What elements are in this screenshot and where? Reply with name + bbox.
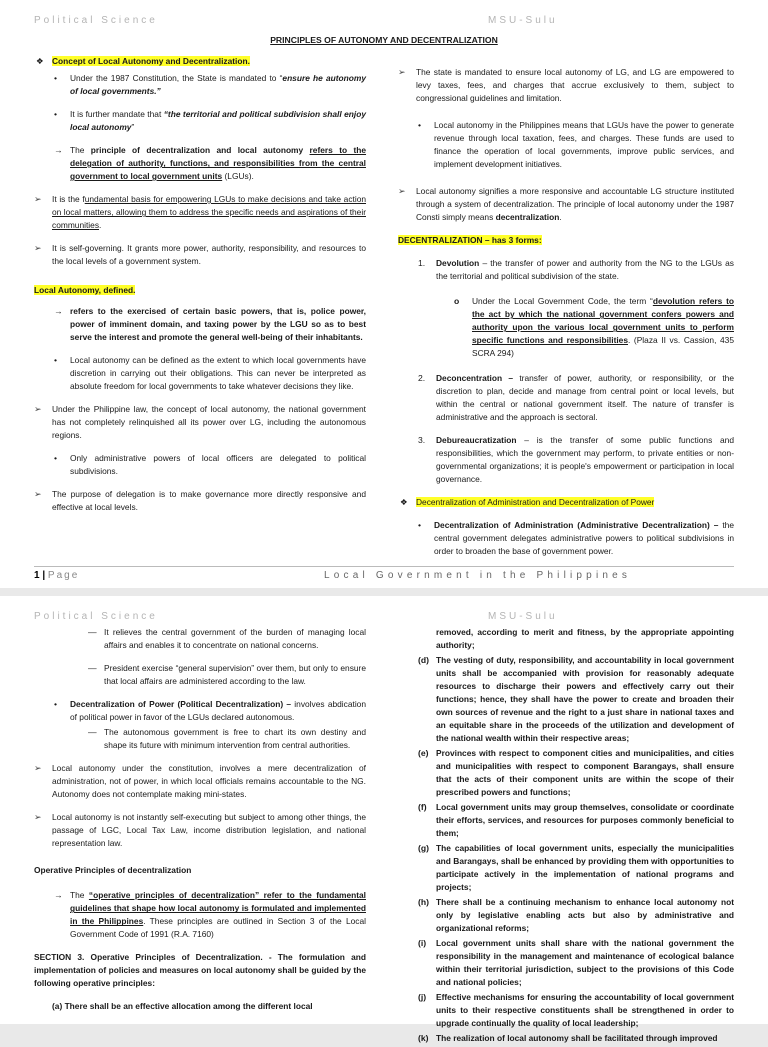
bullet-icon: •	[54, 355, 58, 366]
arrowhead-bullet-icon: ➢	[34, 194, 42, 205]
item-text: The capabilities of local government units, especially the municipalities and Barangays, shall be enhanced by providing them with opportunities to participate actively in the implementation of national programs and projects;	[436, 843, 734, 893]
item-label: (j)	[418, 992, 427, 1003]
heading-defined: Local Autonomy, defined.	[34, 285, 136, 296]
arrow-right-icon: →	[54, 145, 63, 156]
item-a: (a) There shall be an effective allocation among the different local	[52, 1001, 313, 1012]
arrowhead-bullet-icon: ➢	[398, 67, 406, 77]
item-purpose-delegation: ➢ The purpose of delegation is to make governance more directly responsive and effective at local levels.	[34, 489, 366, 513]
item-state-mandated: ➢ The state is mandated to ensure local autonomy of LG, and LG are empowered to levy taxes, fees, and charges that accrue exclusively to them, subject to congressional guidelines and limitation.	[398, 67, 734, 104]
dash-general-supervision: — President exercise “general supervision” over them, but only to ensure that local affairs are administered according to the law.	[88, 663, 366, 687]
dash-autonomous-government: — The autonomous government is free to chart its own destiny and shape its future with minimum intervention from central authorities.	[88, 727, 366, 751]
item-label: (h)	[418, 897, 429, 908]
bullet-administrative-decentralization: • Decentralization of Administration (Administrative Decentralization) – the central government delegates administrative powers to political subdivisions in order to broaden the base of government power.	[418, 520, 734, 557]
section-3-item	[418, 896, 734, 935]
page2-left-column	[34, 626, 366, 1023]
numbered-devolution: 1. Devolution – the transfer of power and authority from the NG to the LGUs as the territorial and political subdivision of the state.	[418, 258, 734, 282]
section-3-item	[418, 937, 734, 989]
bullet-icon: •	[54, 73, 58, 84]
section-3-item	[418, 1032, 734, 1045]
heading-admin-vs-power: ❖ Decentralization of Administration and Decentralization of Power	[398, 496, 734, 509]
item-text: Local government units may group themselves, consolidate or coordinate their efforts, services, and resources for purposes commonly beneficial to them;	[436, 802, 734, 839]
bullet-generate-revenue: • Local autonomy in the Philippines means that LGUs have the power to generate revenue through local taxation, fees, and charges. These funds are used to finance the operation of local governments, improve public services, and implement development initiatives.	[418, 120, 734, 170]
item-text: Provinces with respect to component cities and municipalities, and cities and municipalities with respect to component Barangays, shall ensure that the acts of their component units are within the scope of their prescribed powers and functions;	[436, 748, 734, 798]
item-fundamental-basis: ➢ It is the fundamental basis for empowering LGUs to make decisions and take action on local matters, allowing them to address the specific needs and aspirations of their communities.	[34, 194, 367, 231]
bullet-mandate: • It is further mandate that “the territorial and political subdivision shall enjoy local autonomy”	[54, 109, 366, 133]
header-right: MSU-Sulu	[488, 15, 558, 26]
section-3-item	[418, 801, 734, 840]
bullet-icon: •	[54, 109, 58, 120]
bullet-administrative-powers: • Only administrative powers of local officers are delegated to political subdivisions.	[54, 453, 366, 477]
item-text: Local government units shall share with the national government the responsibility in the management and maintenance of ecological balance within their territorial jurisdiction, subject to the provisions of this Code and national policies;	[436, 938, 734, 988]
item-not-self-executing: ➢ Local autonomy is not instantly self-executing but subject to among other things, the passage of LGC, Local Tax Law, income distribution legislation, and national representation law.	[34, 812, 366, 849]
dash-bullet-icon: —	[88, 727, 97, 738]
header-right: MSU-Sulu	[488, 611, 558, 622]
page2-right-column	[418, 626, 734, 1047]
page1-left-column	[34, 55, 366, 524]
heading-decentralization-forms: DECENTRALIZATION – has 3 forms:	[398, 235, 542, 246]
item-text: The realization of local autonomy shall be facilitated through improved	[436, 1033, 718, 1044]
bullet-icon: •	[54, 699, 58, 710]
bullet-icon: •	[54, 453, 58, 464]
footer-course-title: Local Government in the Philippines	[324, 570, 632, 581]
heading-operative-principles: Operative Principles of decentralization	[34, 865, 192, 876]
arrowhead-bullet-icon: ➢	[34, 763, 42, 774]
header-left: Political Science	[34, 611, 158, 622]
bullet-political-decentralization: • Decentralization of Power (Political Decentralization) – involves abdication of political power in favor of the LGUs declared autonomous.	[54, 699, 366, 723]
footer-page-number: 1 | Page	[34, 570, 80, 581]
arrow-principle: → The principle of decentralization and local autonomy refers to the delegation of authority, functions, and responsibilities from the central government to local government units (LGUs).	[54, 145, 367, 182]
diamond-bullet-icon: ❖	[36, 56, 44, 66]
item-label: (g)	[418, 843, 429, 854]
dash-bullet-icon: —	[88, 627, 97, 637]
arrowhead-bullet-icon: ➢	[34, 404, 42, 415]
bullet-discretion: • Local autonomy can be defined as the extent to which local governments have discretion in carrying out their obligations. This can never be interpreted as absolute freedom for local governments to take whatever decisions they like.	[54, 355, 366, 392]
diamond-bullet-icon: ❖	[400, 497, 408, 508]
circle-bullet-icon: o	[454, 296, 460, 307]
arrow-right-icon: →	[54, 306, 63, 317]
item-mere-decentralization: ➢ Local autonomy under the constitution, involves a mere decentralization of administration, not of power, in which local officials remains accountable to the NG. Autonomy does not contemplate making mini-states.	[34, 763, 366, 800]
item-label: (k)	[418, 1033, 429, 1044]
document-title: PRINCIPLES OF AUTONOMY AND DECENTRALIZATION	[270, 35, 498, 45]
item-label: (e)	[418, 748, 429, 759]
item-text: The vesting of duty, responsibility, and accountability in local government units shall be accompanied with provision for reasonably adequate resources to discharge their powers and effectively carry out their functions; hence, they shall have the power to create and broaden their own sources of revenue and the right to a just share in national taxes and an equitable share in the proceeds of the utilization and development of the national wealth within their respective areas;	[436, 655, 734, 744]
section-3-item	[418, 747, 734, 799]
arrowhead-bullet-icon: ➢	[34, 812, 42, 823]
section-3-items	[418, 654, 734, 1045]
item-text: There shall be a continuing mechanism to enhance local autonomy not only by legislative enabling acts but also by administrative and organizational reforms;	[436, 897, 734, 934]
bullet-constitution: • Under the 1987 Constitution, the State is mandated to “ensure he autonomy of local governments.”	[54, 73, 366, 97]
heading-concept: ❖ Concept of Local Autonomy and Decentralization.	[34, 55, 366, 68]
bullet-icon: •	[418, 520, 422, 531]
item-c-continued: removed, according to merit and fitness, by the appropriate appointing authority;	[436, 627, 734, 651]
item-text: Effective mechanisms for ensuring the accountability of local government units to their respective constituents shall be strengthened in order to upgrade continually the quality of local leadership;	[436, 992, 734, 1029]
document-page-2	[0, 596, 768, 1044]
numbered-debureaucratization: 3. Debureaucratization – is the transfer of some public functions and responsibilities, which the government may perform, to private entities or non-governmental organizations; it is people's empowerment or participation in local governance.	[418, 435, 734, 485]
item-label: (f)	[418, 802, 427, 813]
item-self-governing: ➢ It is self-governing. It grants more power, authority, responsibility, and resources to the local levels of a government system.	[34, 243, 366, 267]
arrow-operative-definition: → The “operative principles of decentralization” refer to the fundamental guidelines that shape how local autonomy is formulated and implemented in the Philippines. These principles are outlined in Section 3 of the Local Government Code of 1991 (R.A. 7160)	[54, 890, 366, 940]
dash-bullet-icon: —	[88, 663, 97, 674]
numbered-deconcentration: 2. Deconcentration – transfer of power, authority, or responsibility, or the discretion to plan, decide and manage from central point or local levels, but within the central or national government itself. The nature of transfer is administrative and the approach is sectoral.	[418, 373, 734, 423]
arrow-right-icon: →	[54, 890, 63, 901]
bullet-icon: •	[418, 120, 422, 131]
item-label: (d)	[418, 655, 429, 666]
section-3-item	[418, 991, 734, 1030]
section-3-item	[418, 654, 734, 745]
header-left: Political Science	[34, 15, 158, 26]
arrowhead-bullet-icon: ➢	[34, 489, 42, 500]
item-label: (i)	[418, 938, 427, 949]
item-philippine-law: ➢ Under the Philippine law, the concept of local autonomy, the national government has not completely relinquished all its power over LG, including the autonomous regions.	[34, 404, 366, 441]
arrow-basic-powers: → refers to the exercised of certain basic powers, that is, police power, power of imminent domain, and taxing power by the LGU so as to best serve the interest and promote the general well-being of their inhabitants.	[54, 306, 366, 343]
section-3-item	[418, 842, 734, 894]
footer-rule	[34, 566, 734, 567]
sub-devolution-definition: o Under the Local Government Code, the term “devolution refers to the act by which the national government confers powers and authority upon the various local government units to perform specific functions and responsibilities. (Plaza II vs. Cassion, 435 SCRA 294)	[454, 296, 734, 359]
arrowhead-bullet-icon: ➢	[398, 186, 406, 197]
item-responsive-accountable: ➢ Local autonomy signifies a more responsive and accountable LG structure instituted through a system of decentralization. The principle of local autonomy under the 1987 Consti simply means decentralization.	[398, 186, 734, 223]
arrowhead-bullet-icon: ➢	[34, 243, 42, 254]
section-3-text: SECTION 3. Operative Principles of Decentralization. - The formulation and implementation of policies and measures on local autonomy shall be guided by the following operative principles:	[34, 952, 366, 989]
page1-right-column	[398, 66, 734, 568]
dash-relieves-burden: — It relieves the central government of the burden of managing local affairs and enables it to concentrate on national concerns.	[88, 627, 366, 651]
